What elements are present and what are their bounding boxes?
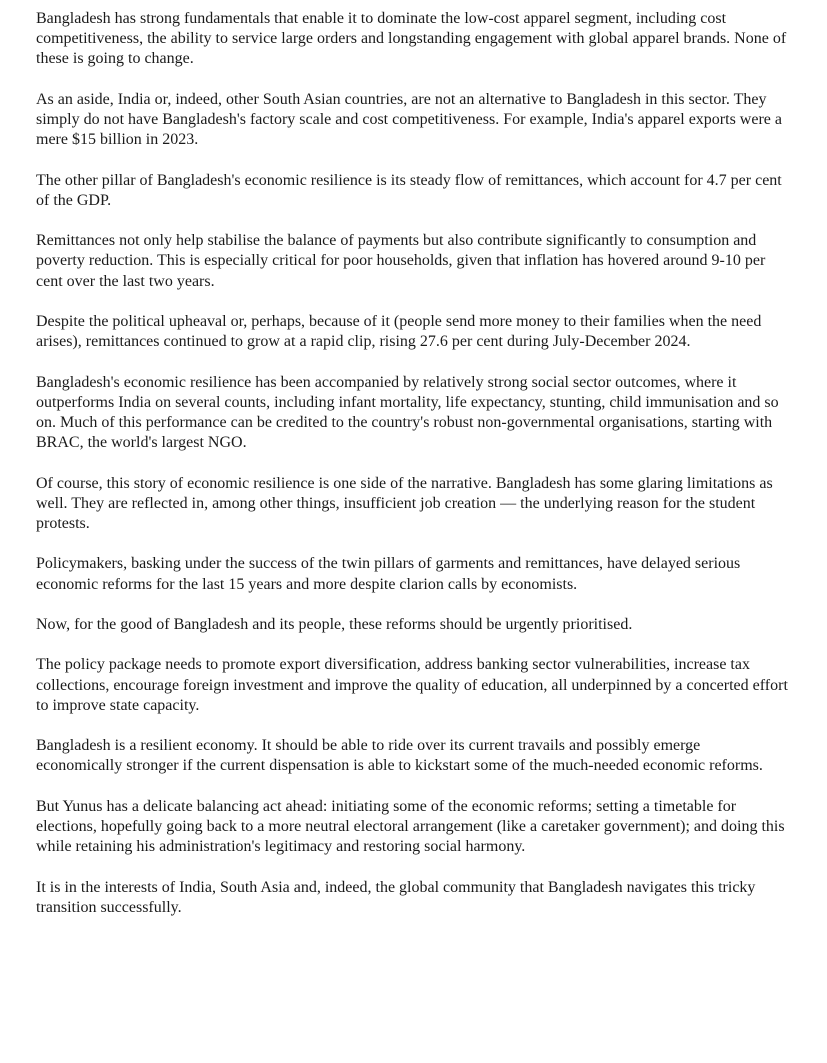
paragraph: As an aside, India or, indeed, other South Asian countries, are not an alternative to Bangladesh in this sector. They simply do not have Bangladesh's factory scale and cost competitiveness. For example, India's apparel exports were a mere $15 billion in 2023. [36, 90, 782, 149]
paragraph: Bangladesh has strong fundamentals that enable it to dominate the low-cost apparel segment, including cost competitiveness, the ability to service large orders and longstanding engagement with global apparel brands. None of these is going to change. [36, 10, 787, 68]
paragraph: Bangladesh's economic resilience has been accompanied by relatively strong social sector outcomes, where it outperforms India on several counts, including infant mortality, life expectancy, stunting, child immunisation and so on. Much of this performance can be credited to the country's robust non-governmental organisations, starting with BRAC, the world's largest NGO. [36, 373, 779, 452]
paragraph: Policymakers, basking under the success of the twin pillars of garments and remittances, have delayed serious economic reforms for the last 15 years and more despite clarion calls by economists. [36, 555, 741, 593]
paragraph: But Yunus has a delicate balancing act ahead: initiating some of the economic reforms; setting a timetable for elections, hopefully going back to a more neutral electoral arrangement (like a caretaker government); and doing this while retaining his administration's legitimacy and restoring social harmony. [36, 797, 785, 856]
paragraph: Of course, this story of economic resilience is one side of the narrative. Bangladesh has some glaring limitations as well. They are reflected in, among other things, insufficient job creation — the underlying reason for the student protests. [36, 474, 773, 532]
paragraph: It is in the interests of India, South Asia and, indeed, the global community that Bangladesh navigates this tricky transition successfully. [36, 878, 756, 916]
paragraph: Despite the political upheaval or, perhaps, because of it (people send more money to their families when the need arises), remittances continued to grow at a rapid clip, rising 27.6 per cent during July-December 2024. [36, 312, 762, 351]
paragraph: Now, for the good of Bangladesh and its people, these reforms should be urgently prioritised. [36, 615, 633, 633]
article-body [36, 9, 788, 938]
paragraph: Bangladesh is a resilient economy. It should be able to ride over its current travails and possibly emerge economically stronger if the current dispensation is able to kickstart some of the much-needed economic reforms. [36, 737, 763, 775]
paragraph: The other pillar of Bangladesh's economic resilience is its steady flow of remittances, which account for 4.7 per cent of the GDP. [36, 171, 782, 209]
paragraph: Remittances not only help stabilise the balance of payments but also contribute significantly to consumption and poverty reduction. This is especially critical for poor households, given that inflation has hovered around 9-10 per cent over the last two years. [36, 232, 766, 290]
paragraph: The policy package needs to promote export diversification, address banking sector vulnerabilities, increase tax collections, encourage foreign investment and improve the quality of education, all underpinned by a concerted effort to improve state capacity. [36, 656, 788, 714]
